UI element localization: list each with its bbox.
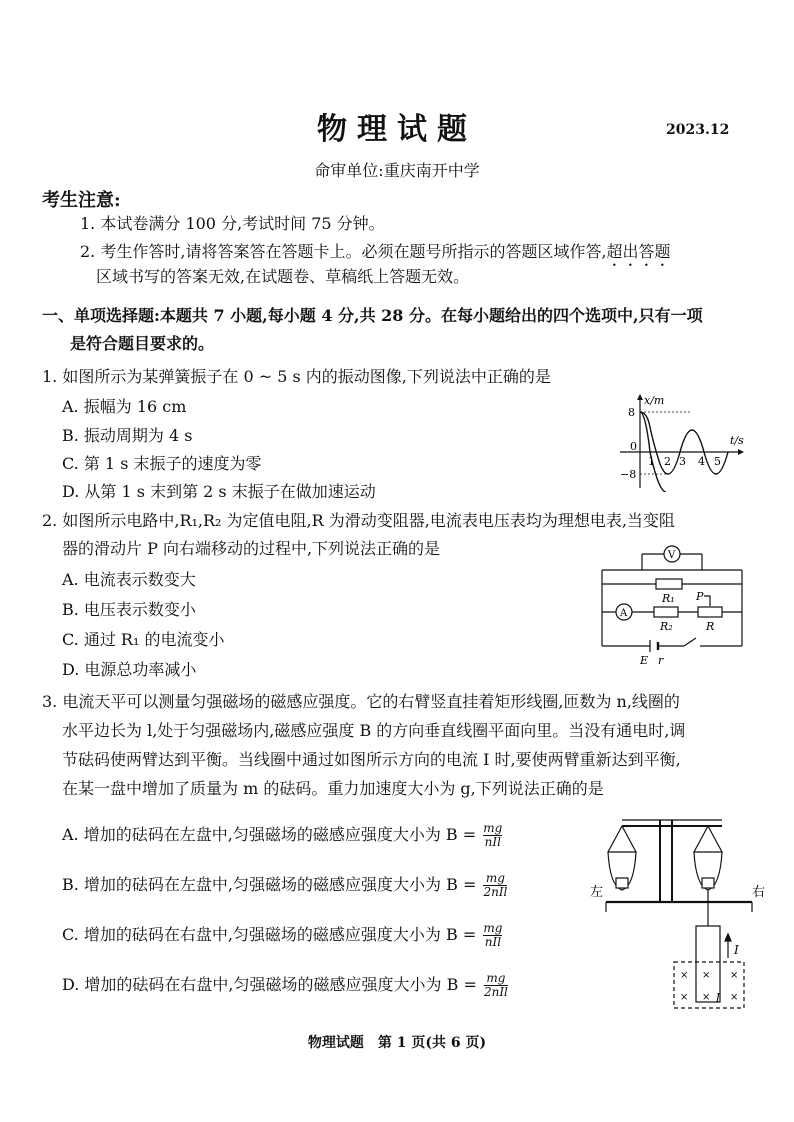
r-label: R — [706, 620, 715, 633]
q2-option-b: B. 电压表示数变小 — [62, 600, 196, 619]
q1-option-a: A. 振幅为 16 cm — [62, 397, 187, 416]
current-label: I — [734, 943, 739, 957]
question-2-stem-cont: 器的滑动片 P 向右端移动的过程中,下列说法正确的是 — [62, 539, 441, 558]
q1-option-d: D. 从第 1 s 末到第 2 s 末振子在做加速运动 — [62, 482, 376, 501]
q3-option-a: A. 增加的砝码在左盘中,匀强磁场的磁感应强度大小为 B = mg nIl — [62, 821, 503, 849]
voltmeter-label: V — [668, 550, 676, 561]
field-mark: × — [680, 992, 689, 1003]
question-1-stem: 1. 如图所示为某弹簧振子在 0 ~ 5 s 内的振动图像,下列说法中正确的是 — [42, 367, 551, 386]
field-mark: × — [680, 970, 689, 981]
field-mark: × — [730, 970, 739, 981]
question-3-stem-2: 水平边长为 l,处于匀强磁场内,磁感应强度 B 的方向垂直线圈平面向里。当没有通电时,调 — [62, 721, 686, 740]
q2-circuit-diagram — [592, 540, 752, 668]
slider-p-label: P — [696, 590, 704, 603]
q1-tick-y-min: −8 — [620, 468, 637, 481]
q2-option-d: D. 电源总功率减小 — [62, 660, 197, 679]
q1-option-b: B. 振动周期为 4 s — [62, 426, 193, 445]
ammeter-label: A — [620, 608, 628, 619]
notice-heading: 考生注意: — [42, 190, 121, 211]
question-3-stem: 3. 电流天平可以测量匀强磁场的磁感应强度。它的右臂竖直挂着矩形线圈,匝数为 n,线圈的 — [42, 692, 680, 711]
notice-item-2-cont: 区域书写的答案无效,在试题卷、草稿纸上答题无效。 — [96, 267, 470, 286]
q1-tick-x-3: 3 — [679, 455, 686, 468]
r2-label: R₂ — [660, 620, 673, 633]
q3-option-c: C. 增加的砝码在右盘中,匀强磁场的磁感应强度大小为 B = mg nIl — [62, 921, 503, 949]
page-footer: 物理试题 第 1 页(共 6 页) — [307, 1035, 487, 1051]
length-label: l — [716, 991, 720, 1005]
question-2-stem: 2. 如图所示电路中,R₁,R₂ 为定值电阻,R 为滑动变阻器,电流表电压表均为理想电表,当变阻 — [42, 511, 675, 530]
q2-option-a: A. 电流表示数变大 — [62, 570, 196, 589]
field-mark: × — [730, 992, 739, 1003]
q1-tick-y-max: 8 — [628, 406, 635, 419]
section-1-header: 一、单项选择题:本题共 7 小题,每小题 4 分,共 28 分。在每小题给出的四个选项中,只有一项 — [42, 306, 703, 325]
field-mark: × — [702, 992, 711, 1003]
question-3-stem-4: 在某一盘中增加了质量为 m 的砝码。重力加速度大小为 g,下列说法正确的是 — [62, 779, 604, 798]
emf-label: E — [640, 654, 649, 667]
field-mark: × — [702, 970, 711, 981]
q1-tick-x-5: 5 — [714, 455, 721, 468]
left-pan-label: 左 — [590, 885, 604, 900]
q2-option-c: C. 通过 R₁ 的电流变小 — [62, 630, 225, 649]
question-3-stem-3: 节砝码使两臂达到平衡。当线圈中通过如图所示方向的电流 I 时,要使两臂重新达到平衡, — [62, 750, 681, 769]
section-1-header-cont: 是符合题目要求的。 — [70, 334, 215, 353]
q1-oscillation-graph — [610, 392, 750, 492]
r1-label: R₁ — [662, 592, 675, 605]
exam-date: 2023.12 — [666, 122, 730, 138]
right-pan-label: 右 — [752, 885, 766, 900]
q1-y-axis-label: x/m — [644, 394, 665, 407]
q1-x-axis-label: t/s — [730, 434, 744, 447]
q3-option-b: B. 增加的砝码在左盘中,匀强磁场的磁感应强度大小为 B = mg 2nIl — [62, 871, 508, 899]
exam-organizer: 命审单位:重庆南开中学 — [314, 161, 480, 180]
q1-tick-x-1: 1 — [648, 455, 655, 468]
q1-tick-x-4: 4 — [698, 455, 705, 468]
q1-option-c: C. 第 1 s 末振子的速度为零 — [62, 454, 262, 473]
q3-current-balance-diagram — [582, 806, 772, 1016]
internal-resistance-label: r — [658, 654, 664, 667]
q1-tick-x-2: 2 — [664, 455, 671, 468]
page-title: 物理试题 — [317, 112, 477, 147]
q1-origin: 0 — [630, 440, 637, 453]
notice-item-2: 2. 考生作答时,请将答案答在答题卡上。必须在题号所指示的答题区域作答,超出答题 — [80, 242, 671, 261]
notice-item-1: 1. 本试卷满分 100 分,考试时间 75 分钟。 — [80, 214, 385, 233]
q3-option-d: D. 增加的砝码在右盘中,匀强磁场的磁感应强度大小为 B = mg 2nIl — [62, 971, 508, 999]
